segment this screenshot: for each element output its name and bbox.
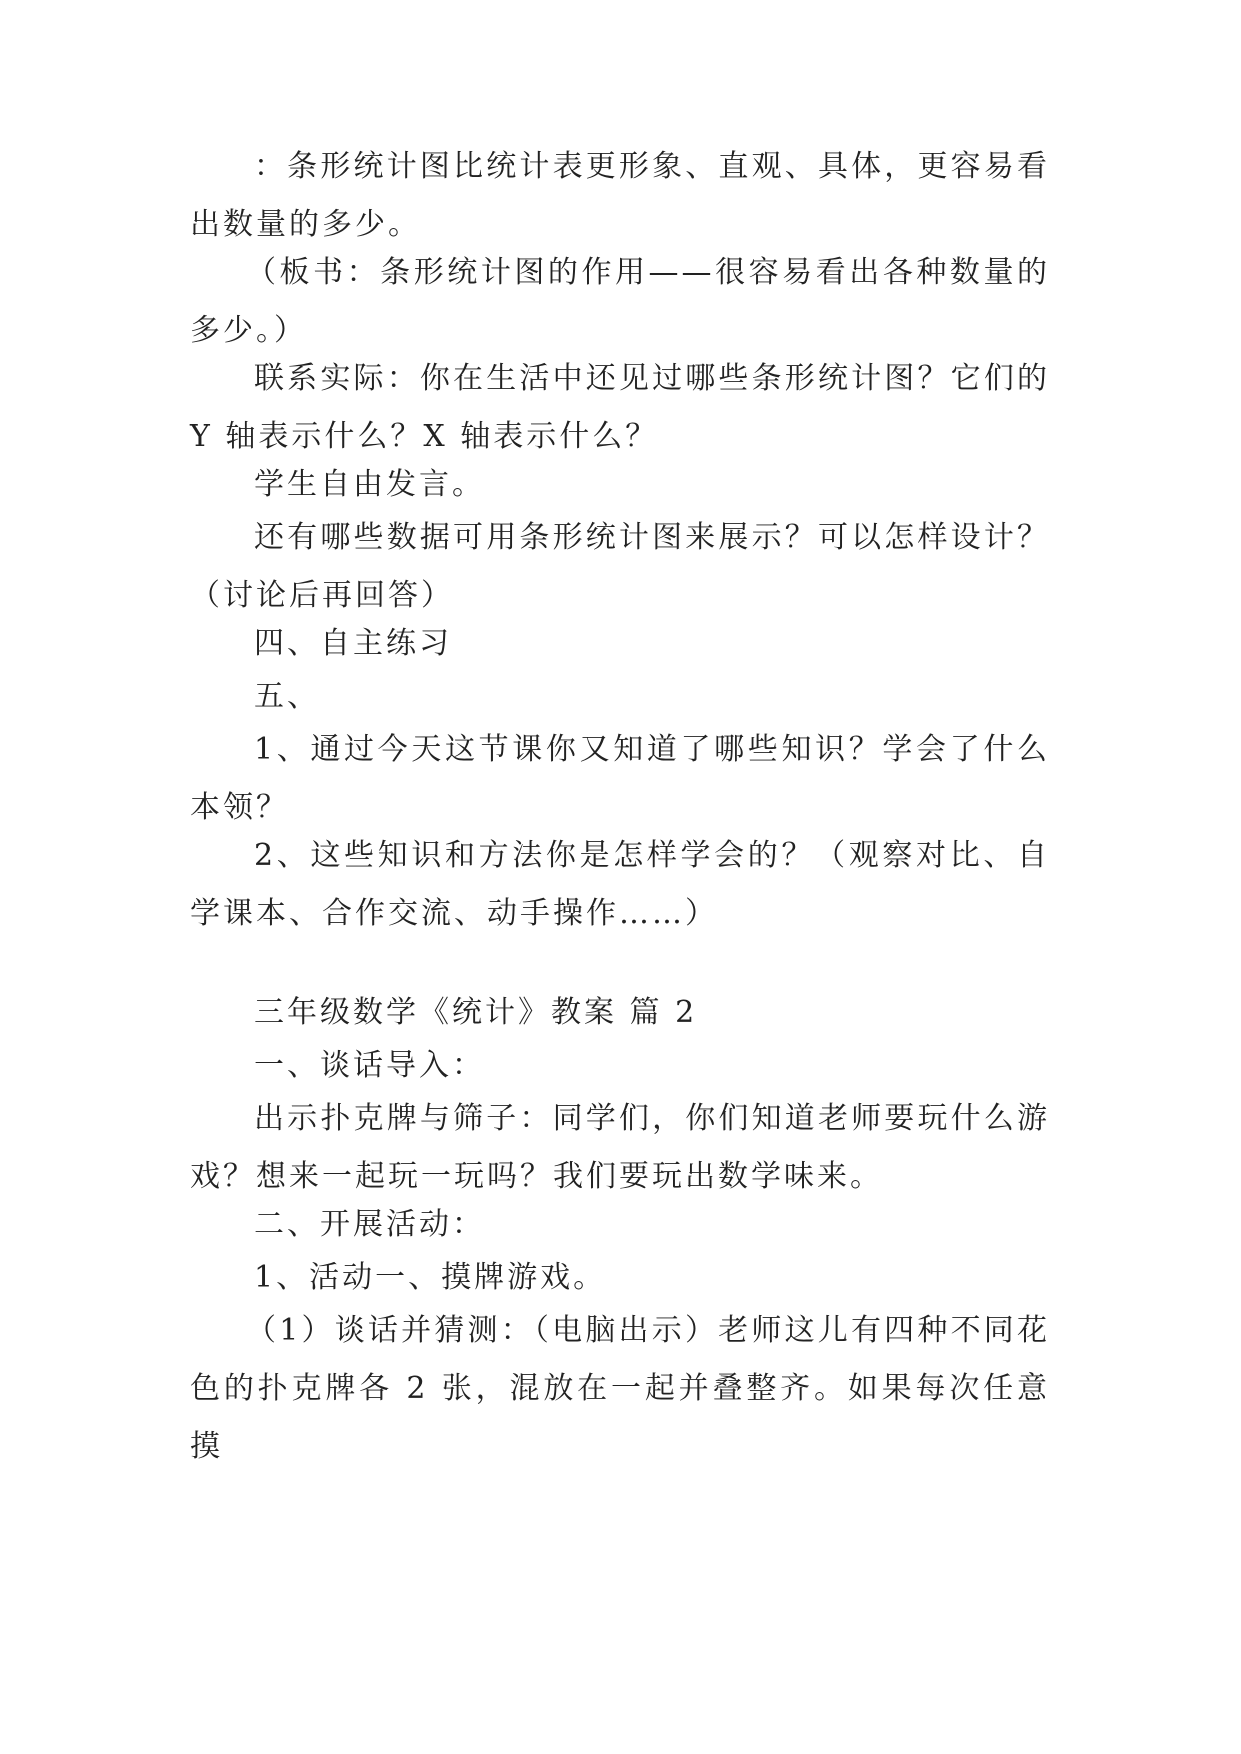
paragraph-bar-chart-advantage: ：条形统计图比统计表更形象、直观、具体，更容易看出数量的多少。 bbox=[190, 149, 1050, 242]
section-heading-five: 五、 bbox=[254, 679, 320, 714]
section-heading-practice: 四、自主练习 bbox=[254, 626, 452, 661]
paragraph-real-life-question: 联系实际：你在生活中还见过哪些条形统计图？它们的 Y 轴表示什么？X 轴表示什么？ bbox=[190, 361, 1050, 454]
section-heading-activities: 二、开展活动： bbox=[254, 1207, 485, 1242]
paragraph-board-note: （板书：条形统计图的作用——很容易看出各种数量的多少。） bbox=[190, 255, 1050, 348]
paragraph-activity-one: 1、活动一、摸牌游戏。 bbox=[254, 1260, 607, 1295]
paragraph-design-question: 还有哪些数据可用条形统计图来展示？可以怎样设计？（讨论后再回答） bbox=[190, 520, 1050, 613]
paragraph-question-one: 1、通过今天这节课你又知道了哪些知识？学会了什么本领？ bbox=[190, 732, 1050, 825]
paragraph-guess: （1）谈话并猜测：（电脑出示）老师这儿有四种不同花色的扑克牌各 2 张，混放在一起并叠整齐。如果每次任意摸 bbox=[190, 1313, 1050, 1464]
paragraph-student-speech: 学生自由发言。 bbox=[254, 467, 485, 502]
paragraph-question-two: 2、这些知识和方法你是怎样学会的？（观察对比、自学课本、合作交流、动手操作……） bbox=[190, 838, 1050, 931]
section-heading-intro: 一、谈话导入： bbox=[254, 1048, 485, 1083]
lesson-title: 三年级数学《统计》教案 篇 2 bbox=[254, 995, 698, 1030]
paragraph-show-cards: 出示扑克牌与筛子：同学们，你们知道老师要玩什么游戏？想来一起玩一玩吗？我们要玩出数学味来。 bbox=[190, 1101, 1050, 1194]
